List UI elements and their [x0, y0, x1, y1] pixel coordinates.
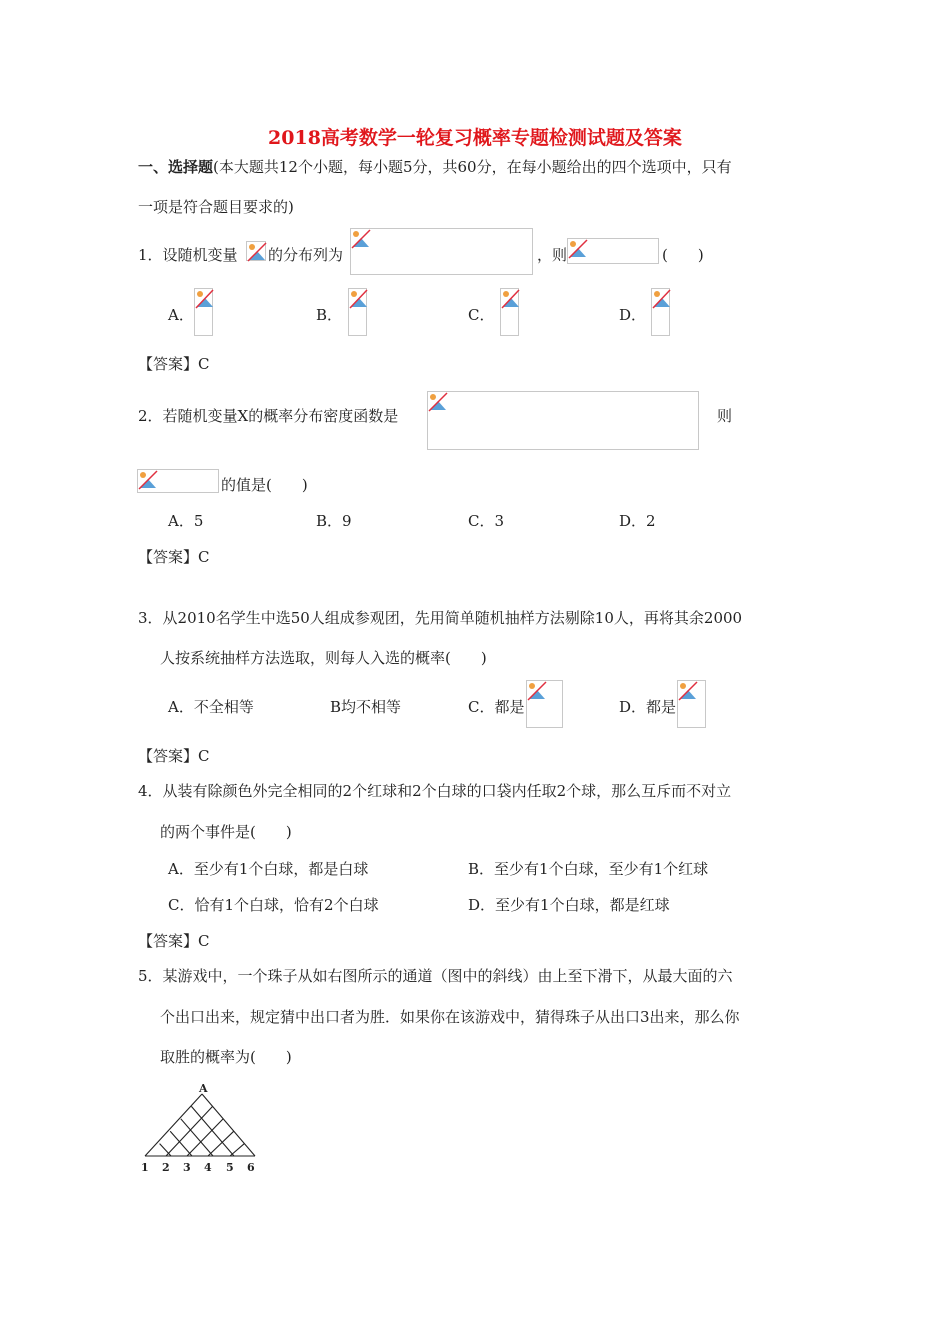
q1-option-b: B． — [316, 306, 343, 324]
q1-var-image — [246, 241, 266, 261]
q4-line2: 的两个事件是( ) — [160, 823, 292, 841]
q1-expression-image — [567, 238, 659, 264]
broken-image-icon — [138, 470, 158, 490]
q4-line1: 4．从装有除颜色外完全相同的2个红球和2个白球的口袋内任取2个球，那么互斥而不对立 — [138, 782, 732, 800]
q2-density-image — [427, 391, 699, 450]
q4-option-a: A．至少有1个白球，都是白球 — [168, 860, 369, 878]
section-desc-line2: 一项是符合题目要求的) — [138, 198, 294, 216]
broken-image-icon — [501, 289, 520, 309]
q5-line1: 5．某游戏中，一个珠子从如右图所示的通道（图中的斜线）由上至下滑下，从最大面的六 — [138, 967, 733, 985]
q1-option-d-image — [651, 288, 670, 336]
page-title: 2018高考数学一轮复习概率专题检测试题及答案 — [268, 127, 682, 149]
q2-option-b: B．9 — [316, 512, 352, 530]
q2-option-a: A．5 — [168, 512, 204, 530]
q3-line1: 3．从2010名学生中选50人组成参观团，先用简单随机抽样方法剔除10人，再将其余2000 — [138, 609, 743, 627]
figure-exit-label: 2 — [162, 1161, 170, 1174]
q5-line3: 取胜的概率为( ) — [160, 1048, 292, 1066]
triangle-right-edge — [202, 1094, 255, 1156]
figure-apex-label: A — [199, 1082, 208, 1095]
q2-stem-c: 的值是( ) — [221, 476, 308, 494]
q5-triangle-figure — [130, 1080, 270, 1180]
q1-option-a-image — [194, 288, 213, 336]
q2-stem-b: 则 — [717, 407, 733, 425]
q3-option-c-image — [526, 680, 563, 728]
broken-image-icon — [652, 289, 671, 309]
q1-option-b-image — [348, 288, 367, 336]
broken-image-icon — [527, 681, 547, 701]
q1-answer: 【答案】C — [138, 355, 210, 373]
broken-image-icon — [678, 681, 698, 701]
q3-option-b: B均不相等 — [330, 698, 402, 716]
figure-exit-label: 4 — [204, 1161, 212, 1174]
q4-option-d: D．至少有1个白球，都是红球 — [468, 896, 670, 914]
q1-option-c: C． — [468, 306, 495, 324]
q4-option-b: B．至少有1个白球，至少有1个红球 — [468, 860, 709, 878]
figure-exit-label: 6 — [247, 1161, 255, 1174]
q2-option-c: C．3 — [468, 512, 505, 530]
section-heading: 一、选择题 — [138, 158, 214, 176]
broken-image-icon — [349, 289, 368, 309]
q1-stem-c: ，则 — [537, 246, 568, 264]
q3-option-a: A．不全相等 — [168, 698, 254, 716]
q1-distribution-image — [350, 228, 533, 275]
q1-option-c-image — [500, 288, 519, 336]
q2-answer: 【答案】C — [138, 548, 210, 566]
q2-option-d: D．2 — [619, 512, 656, 530]
q1-stem-b: 的分布列为 — [268, 246, 344, 264]
broken-image-icon — [247, 242, 267, 262]
q4-option-c: C．恰有1个白球，恰有2个白球 — [168, 896, 379, 914]
q5-line2: 个出口出来，规定猜中出口者为胜．如果你在该游戏中，猜得珠子从出口3出来，那么你 — [160, 1008, 740, 1026]
broken-image-icon — [351, 229, 371, 249]
q3-answer: 【答案】C — [138, 747, 210, 765]
q3-line2: 人按系统抽样方法选取，则每人入选的概率( ) — [160, 649, 487, 667]
q1-stem-a: 1．设随机变量 — [138, 246, 238, 264]
section-heading-line — [138, 156, 732, 177]
figure-exit-label: 1 — [141, 1161, 149, 1174]
q1-option-a: A． — [168, 306, 194, 324]
q3-option-c: C．都是 — [468, 698, 525, 716]
q2-expression-image — [137, 469, 219, 493]
broken-image-icon — [195, 289, 214, 309]
q4-answer: 【答案】C — [138, 932, 210, 950]
section-desc: (本大题共12个小题，每小题5分，共60分，在每小题给出的四个选项中，只有 — [213, 158, 732, 176]
q1-stem-d: ( ) — [662, 246, 704, 264]
q3-option-d-image — [677, 680, 706, 728]
q1-option-d: D． — [619, 306, 647, 324]
broken-image-icon — [428, 392, 448, 412]
q2-stem-a: 2．若随机变量X的概率分布密度函数是 — [138, 407, 399, 425]
figure-exit-label: 3 — [183, 1161, 191, 1174]
triangle-left-edge — [145, 1094, 202, 1156]
q3-option-d: D．都是 — [619, 698, 677, 716]
figure-exit-label: 5 — [226, 1161, 234, 1174]
broken-image-icon — [568, 239, 588, 259]
